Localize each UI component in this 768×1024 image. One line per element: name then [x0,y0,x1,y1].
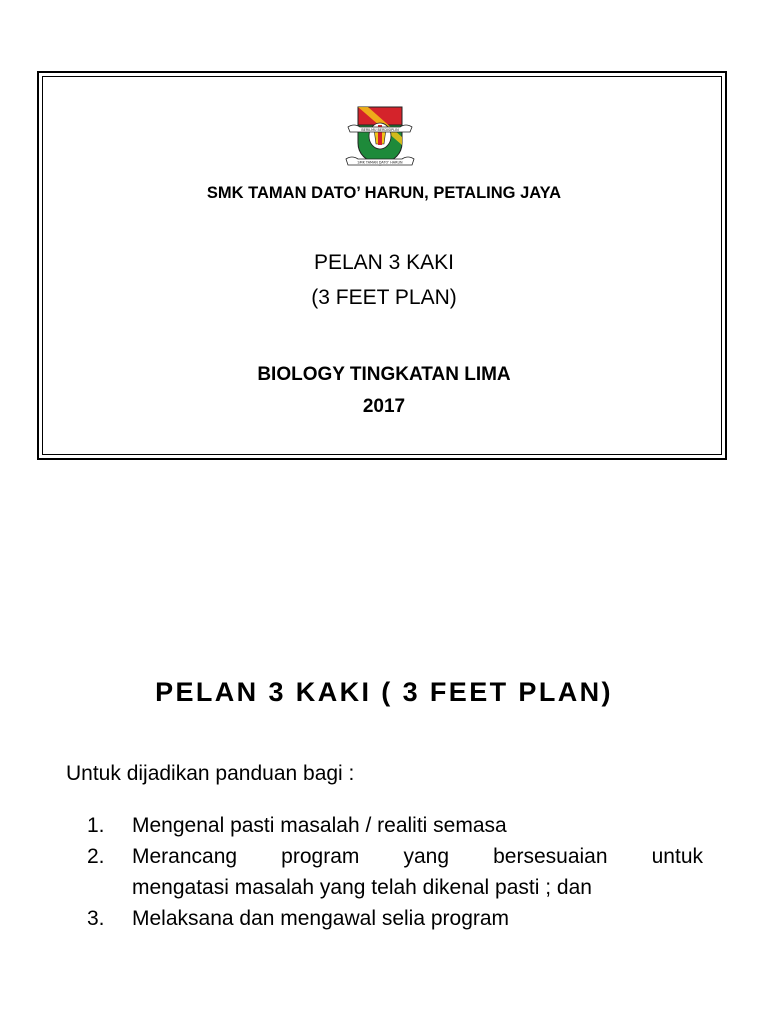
school-name: SMK TAMAN DATO’ HARUN, PETALING JAYA [206,184,562,202]
list-item-number: 2. [87,845,105,868]
plan-title-line1: PELAN 3 KAKI [313,251,455,274]
list-item-text [132,841,703,903]
list-item-text-line2: mengatasi masalah yang telah dikenal pasti ; dan [132,876,592,899]
school-crest-logo [344,103,416,173]
purpose-list [87,810,703,934]
crest-motto-top: BERILMU BERDISIPLIN [361,128,399,132]
list-item [87,903,703,934]
plan-title-line2: (3 FEET PLAN) [311,286,457,309]
list-item-text-line1: Merancang program yang bersesuaian untuk [132,845,703,868]
page-heading: PELAN 3 KAKI ( 3 FEET PLAN) [155,677,613,707]
crest-motto-bottom: SMK TAMAN DATO' HARUN [357,160,403,165]
list-item-number: 3. [87,907,105,930]
year: 2017 [362,396,406,417]
intro-text: Untuk dijadikan panduan bagi : [66,762,355,785]
list-item-number: 1. [87,814,105,837]
list-item-text: Melaksana dan mengawal selia program [132,907,510,930]
subject-line: BIOLOGY TINGKATAN LIMA [257,364,511,385]
list-item [87,810,703,841]
list-item [87,841,703,903]
list-item-text: Mengenal pasti masalah / realiti semasa [132,814,507,837]
